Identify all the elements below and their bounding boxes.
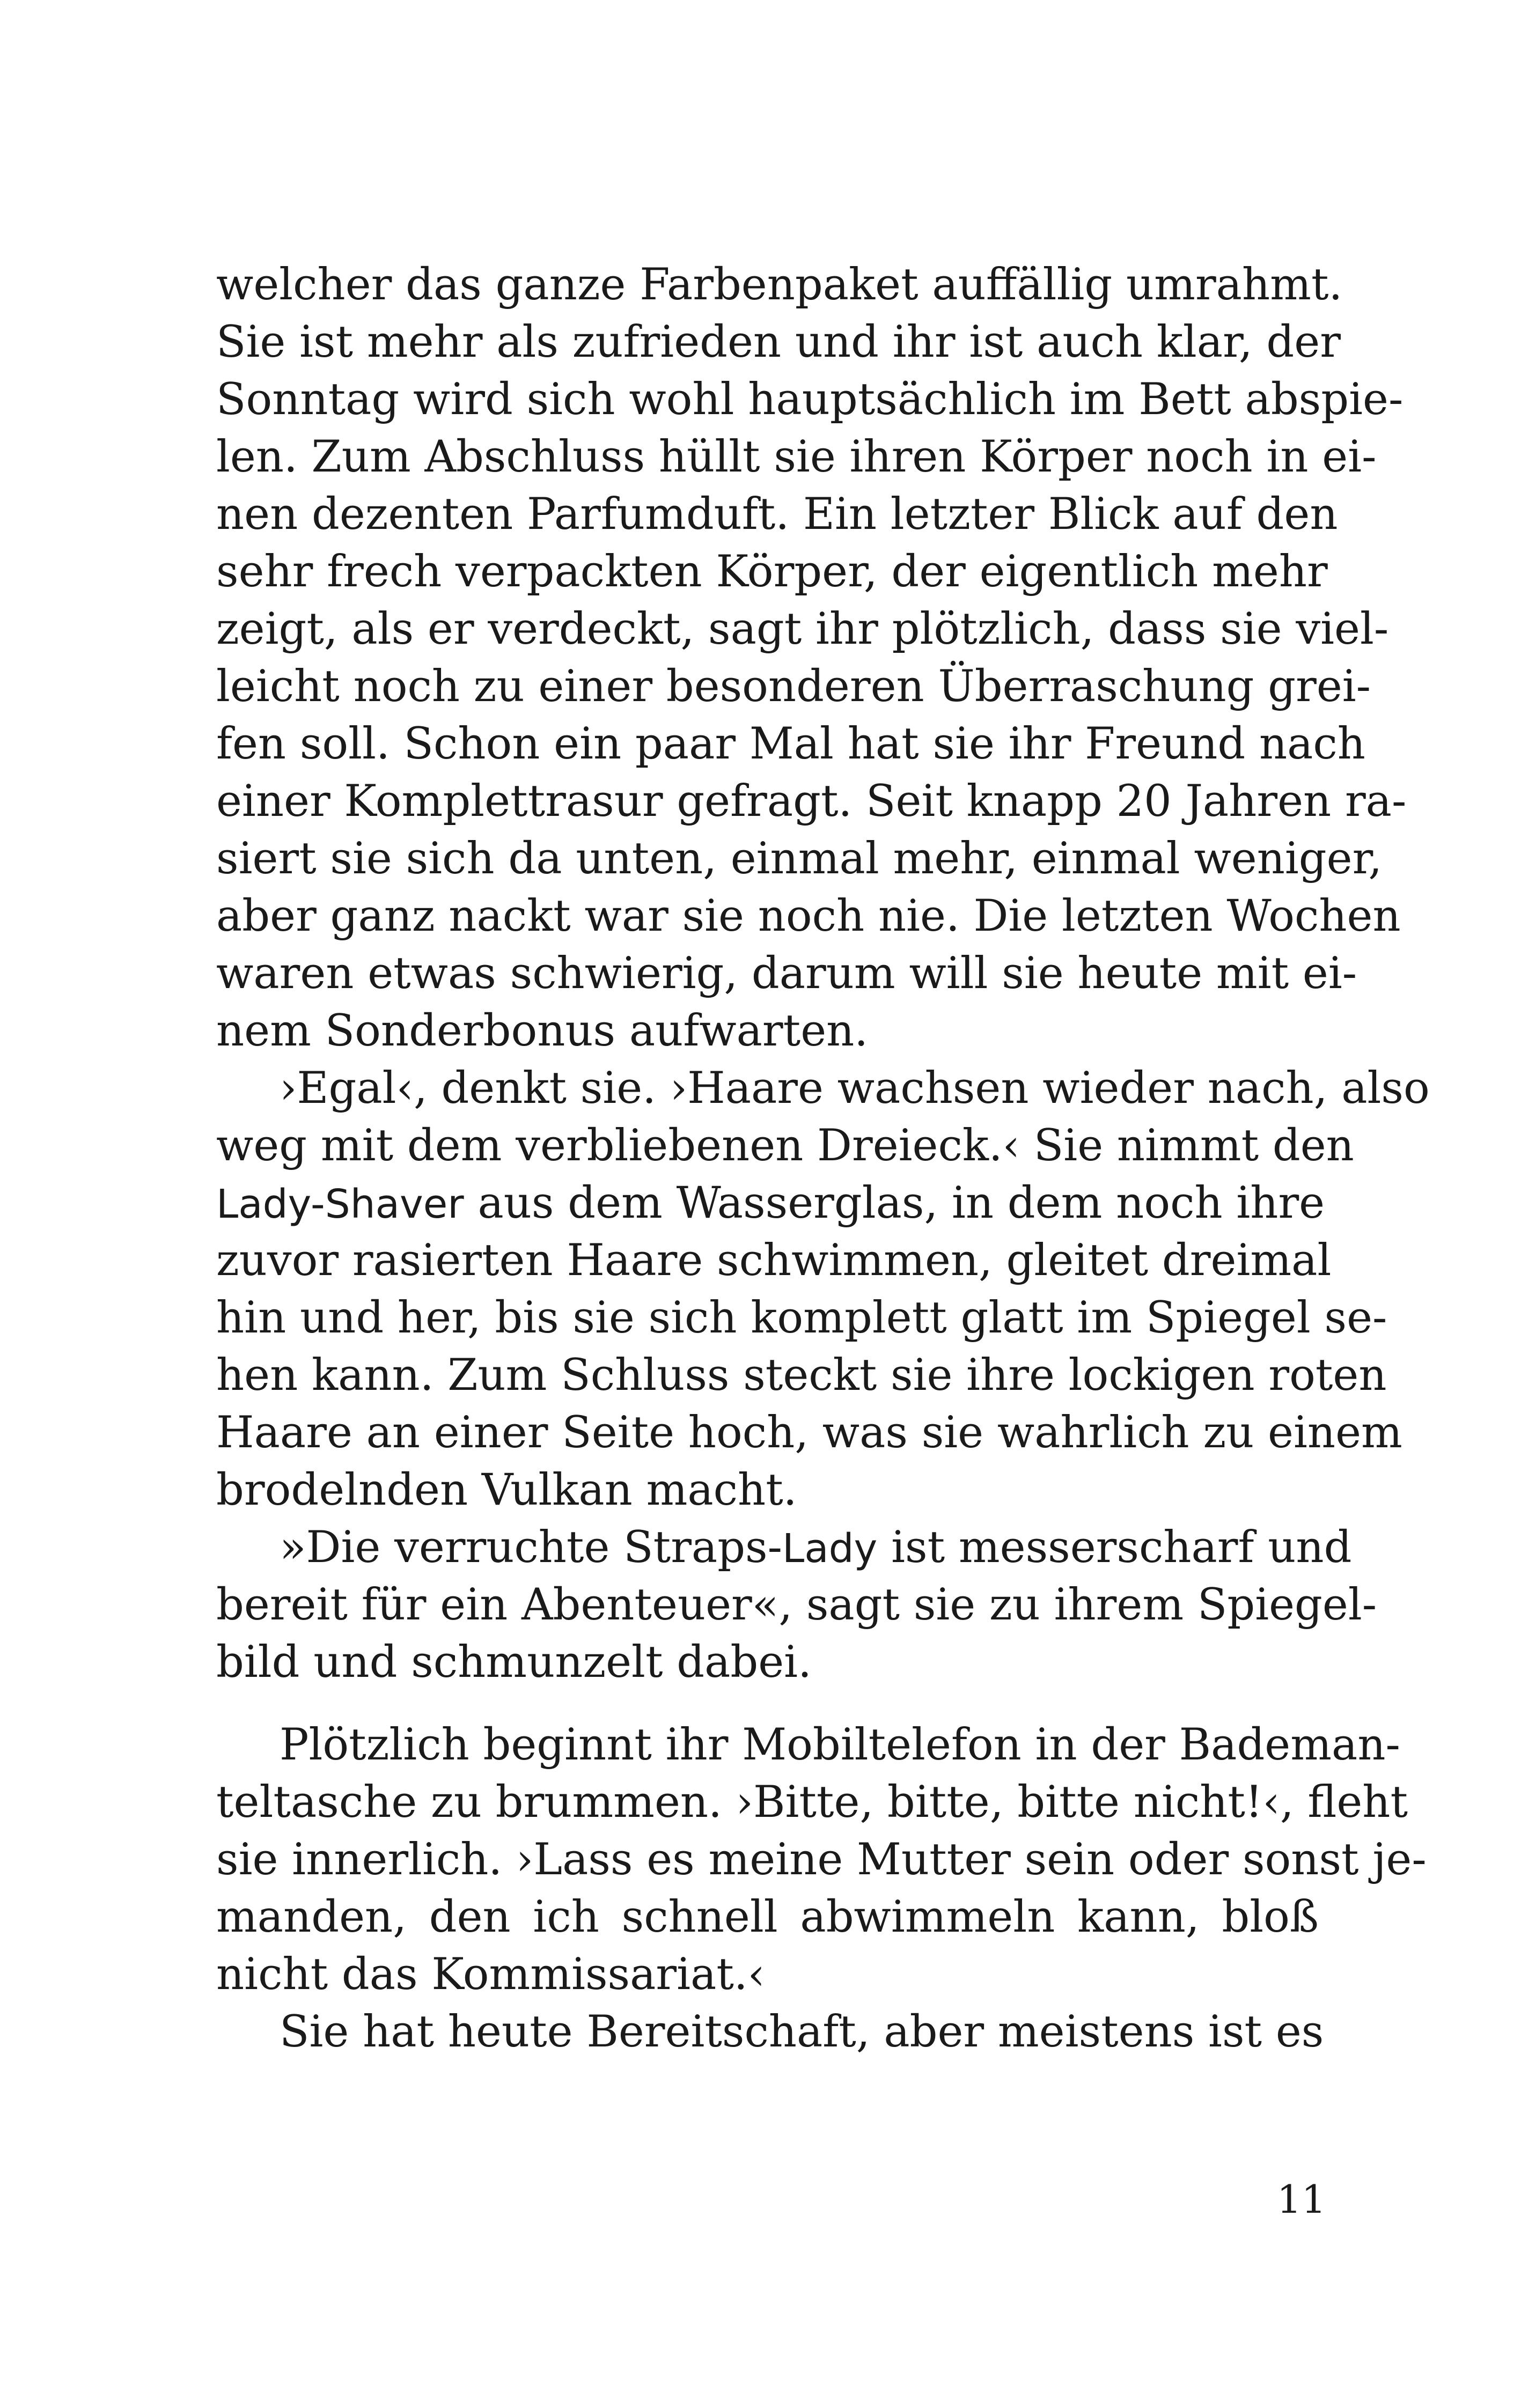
text-segment: waren etwas schwierig, darum will sie heute mit ei- (216, 948, 1357, 999)
text-segment: ›Egal‹, denkt sie. ›Haare wachsen wieder nach, also (280, 1063, 1430, 1114)
text-segment: »Die verruchte Straps- (280, 1522, 782, 1573)
text-line (216, 1003, 1319, 1060)
text-segment: Sie ist mehr als zufrieden und ihr ist auch klar, der (216, 317, 1341, 367)
text-line (216, 486, 1338, 543)
text-line (216, 658, 1371, 716)
text-line (216, 601, 1389, 658)
text-segment: sehr frech verpackten Körper, der eigentlich mehr (216, 547, 1328, 597)
text-segment: fen soll. Schon ein paar Mal hat sie ihr Freund nach (216, 719, 1365, 769)
text-line (216, 1946, 1319, 2004)
text-segment: zuvor rasierten Haare schwimmen, gleitet dreimal (216, 1235, 1332, 1286)
text-line (216, 1347, 1387, 1404)
text-line (216, 830, 1383, 888)
page-number: 11 (1277, 2177, 1326, 2222)
text-line (216, 1060, 1430, 1117)
text-segment: aus dem Wasserglas, in dem noch ihre (464, 1178, 1325, 1228)
body-text (216, 256, 1430, 2061)
section-break (216, 1691, 1319, 1717)
text-segment: hin und her, bis sie sich komplett glatt im Spiegel se- (216, 1293, 1387, 1343)
text-line (216, 1404, 1402, 1462)
text-line (216, 1774, 1408, 1831)
text-segment: Sie hat heute Bereitschaft, aber meistens ist es (280, 2007, 1324, 2057)
text-line (216, 773, 1407, 830)
text-line (216, 1831, 1427, 1889)
text-segment: zeigt, als er verdeckt, sagt ihr plötzlich, dass sie viel- (216, 604, 1389, 654)
text-segment: sie innerlich. ›Lass es meine Mutter sein oder sonst je- (216, 1835, 1427, 1885)
text-line (216, 945, 1357, 1003)
text-segment: leicht noch zu einer besonderen Überraschung grei- (216, 661, 1371, 712)
text-segment: Sonntag wird sich wohl hauptsächlich im Bett abspie- (216, 374, 1404, 425)
text-segment: nem Sonderbonus aufwarten. (216, 1006, 869, 1056)
brand-term: Lady-Shaver (216, 1181, 464, 1227)
text-line (216, 1717, 1400, 1774)
text-segment: teltasche zu brummen. ›Bitte, bitte, bitte nicht!‹, fleht (216, 1777, 1408, 1828)
text-segment: Plötzlich beginnt ihr Mobiltelefon in der Bademan- (280, 1720, 1400, 1770)
text-line (216, 1634, 1319, 1691)
text-segment: ist messerscharf und (877, 1522, 1352, 1573)
text-segment: siert sie sich da unten, einmal mehr, einmal weniger, (216, 834, 1383, 884)
text-line (216, 888, 1401, 945)
text-line (216, 314, 1341, 371)
text-segment: Haare an einer Seite hoch, was sie wahrlich zu einem (216, 1408, 1402, 1458)
text-segment: weg mit dem verbliebenen Dreieck.‹ Sie nimmt den (216, 1121, 1354, 1171)
text-line (216, 2004, 1324, 2061)
brand-term: Lady (782, 1526, 878, 1572)
text-line (216, 371, 1404, 429)
text-segment: welcher das ganze Farbenpaket auffällig umrahmt. (216, 260, 1343, 310)
text-line (216, 1577, 1377, 1634)
text-segment: manden, den ich schnell abwimmeln kann, bloß (216, 1892, 1319, 1942)
text-line (216, 1889, 1319, 1946)
text-segment: len. Zum Abschluss hüllt sie ihren Körper noch in ei- (216, 432, 1377, 482)
text-line (216, 716, 1365, 773)
text-line (216, 1232, 1332, 1290)
text-line (216, 429, 1377, 486)
text-line (216, 1175, 1325, 1232)
text-line (216, 543, 1328, 601)
text-segment: bild und schmunzelt dabei. (216, 1637, 812, 1688)
text-segment: einer Komplettrasur gefragt. Seit knapp 20 Jahren ra- (216, 776, 1407, 827)
text-line (216, 1462, 1319, 1519)
text-line (216, 1117, 1354, 1175)
text-segment: brodelnden Vulkan macht. (216, 1465, 797, 1515)
text-segment: hen kann. Zum Schluss steckt sie ihre lockigen roten (216, 1350, 1387, 1401)
text-segment: nen dezenten Parfumduft. Ein letzter Blick auf den (216, 489, 1338, 540)
text-line (216, 256, 1343, 314)
text-segment: aber ganz nackt war sie noch nie. Die letzten Wochen (216, 891, 1401, 941)
text-segment: bereit für ein Abenteuer«, sagt sie zu ihrem Spiegel- (216, 1580, 1377, 1630)
text-line (216, 1519, 1352, 1577)
text-segment: nicht das Kommissariat.‹ (216, 1949, 766, 2000)
text-line (216, 1290, 1387, 1347)
